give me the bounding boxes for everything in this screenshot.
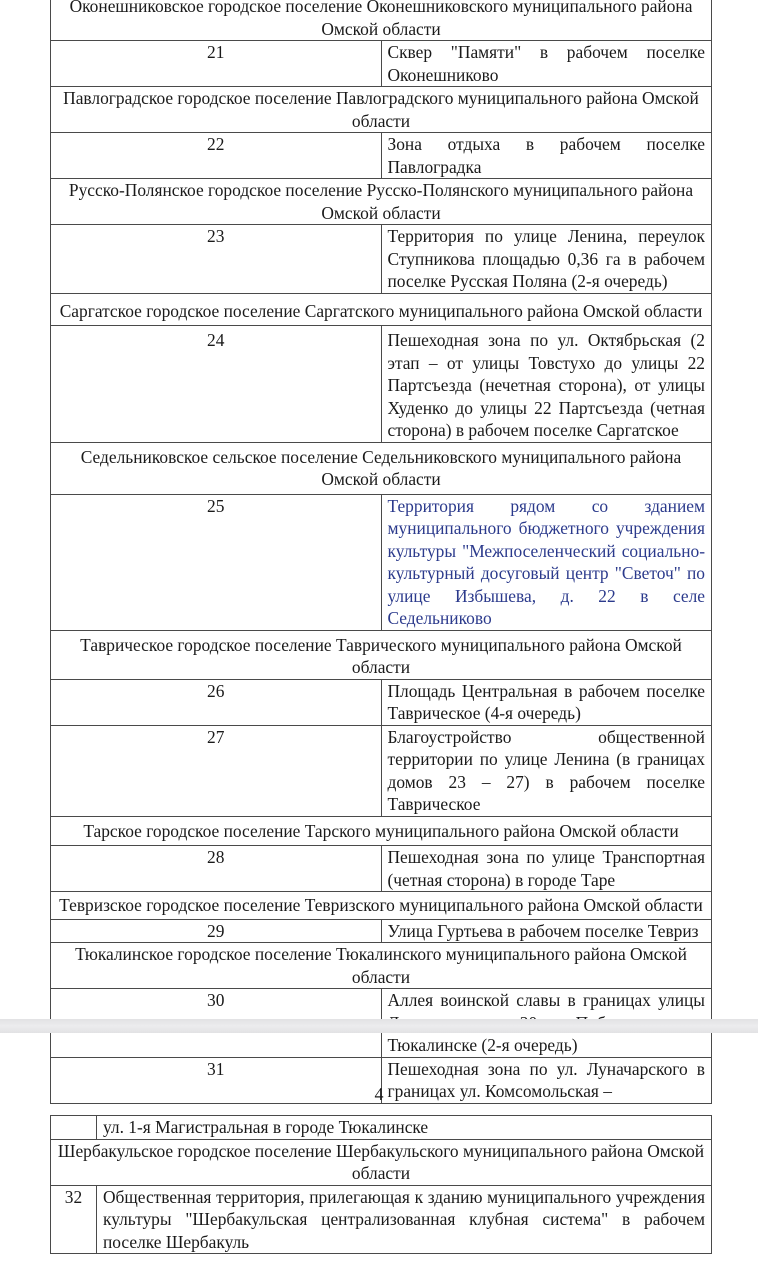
territory-description: Пешеходная зона по улице Транспортная (четная сторона) в городе Таре — [381, 846, 712, 892]
table-row — [51, 41, 712, 87]
table-row — [51, 679, 712, 725]
territory-description: Территория по улице Ленина, переулок Ступникова площадью 0,36 га в рабочем поселке Русская Поляна (2-я очередь) — [381, 225, 712, 294]
section-header-row — [51, 442, 712, 494]
section-header-row — [51, 892, 712, 920]
section-header-row — [51, 1139, 712, 1185]
territory-description: Пешеходная зона по ул. Луначарского в границах ул. Комсомольская – — [381, 1057, 712, 1103]
section-header-row — [51, 87, 712, 133]
row-number: 24 — [51, 326, 382, 443]
row-number: 26 — [51, 679, 382, 725]
section-header-row — [51, 293, 712, 326]
territory-description: Пешеходная зона по ул. Октябрьская (2 этап – от улицы Товстухо до улицы 22 Партсъезда (нечетная сторона), от улицы Худенко до улицы 22 Партсъезда (четная сторона) в рабочем поселке Саргатское — [381, 326, 712, 443]
section-header-row — [51, 630, 712, 679]
row-number — [51, 1116, 97, 1140]
territory-description: Сквер "Памяти" в рабочем поселке Оконешниково — [381, 41, 712, 87]
section-header-row — [51, 179, 712, 225]
row-number: 30 — [51, 989, 382, 1058]
row-number: 22 — [51, 133, 382, 179]
municipality-header: Тевризское городское поселение Тевризского муниципального района Омской области — [51, 892, 712, 920]
row-number: 32 — [51, 1185, 97, 1254]
row-number: 23 — [51, 225, 382, 294]
municipality-header: Павлоградское городское поселение Павлоградского муниципального района Омской области — [51, 87, 712, 133]
municipality-header: Русско-Полянское городское поселение Русско-Полянского муниципального района Омской области — [51, 179, 712, 225]
table-row — [51, 133, 712, 179]
table-row — [51, 725, 712, 816]
section-header-row — [51, 943, 712, 989]
row-number: 27 — [51, 725, 382, 816]
table-row — [51, 1185, 712, 1254]
table-row — [51, 494, 712, 630]
page-number: 4 — [374, 1084, 384, 1104]
row-number: 21 — [51, 41, 382, 87]
territory-description: Общественная территория, прилегающая к зданию муниципального учреждения культуры "Шербакульская централизованная клубная система" в рабочем поселке Шербакуль — [97, 1185, 712, 1254]
row-number: 31 — [51, 1057, 382, 1103]
row-number: 28 — [51, 846, 382, 892]
municipality-header: Тюкалинское городское поселение Тюкалинского муниципального района Омской области — [51, 943, 712, 989]
municipality-header: Седельниковское сельское поселение Седельниковского муниципального района Омской области — [51, 442, 712, 494]
territory-description: Улица Гуртьева в рабочем поселке Тевриз — [381, 919, 712, 943]
municipality-header: Оконешниковское городское поселение Оконешниковского муниципального района Омской области — [51, 0, 712, 41]
territory-description: Зона отдыха в рабочем поселке Павлоградка — [381, 133, 712, 179]
table-row — [51, 1116, 712, 1140]
document-table-page-3 — [50, 0, 712, 1104]
table-row — [51, 846, 712, 892]
territory-description: Территория рядом со зданием муниципального бюджетного учреждения культуры "Межпоселенческий социально-культурный досуговый центр "Светоч" по улице Избышева, д. 22 в селе Седельниково — [381, 494, 712, 630]
territory-description: Аллея воинской славы в границах улицы Тюкалинске (2-я очередь) — [381, 989, 712, 1058]
table-row — [51, 919, 712, 943]
territory-description: ул. 1-я Магистральная в городе Тюкалинске — [97, 1116, 712, 1140]
document-table-page-4 — [50, 1115, 712, 1254]
row-number: 25 — [51, 494, 382, 630]
section-header-row — [51, 0, 712, 41]
section-header-row — [51, 816, 712, 846]
table-row — [51, 225, 712, 294]
territory-description: Площадь Центральная в рабочем поселке Таврическое (4-я очередь) — [381, 679, 712, 725]
municipality-header: Таврическое городское поселение Таврического муниципального района Омской области — [51, 630, 712, 679]
municipality-header: Шербакульское городское поселение Шербакульского муниципального района Омской области — [51, 1139, 712, 1185]
row-number: 29 — [51, 919, 382, 943]
table-row — [51, 326, 712, 443]
municipality-header: Тарское городское поселение Тарского муниципального района Омской области — [51, 816, 712, 846]
page-break-gap — [0, 1019, 758, 1033]
territory-description: Благоустройство общественной территории по улице Ленина (в границах домов 23 – 27) в рабочем поселке Таврическое — [381, 725, 712, 816]
municipality-header: Саргатское городское поселение Саргатского муниципального района Омской области — [51, 293, 712, 326]
